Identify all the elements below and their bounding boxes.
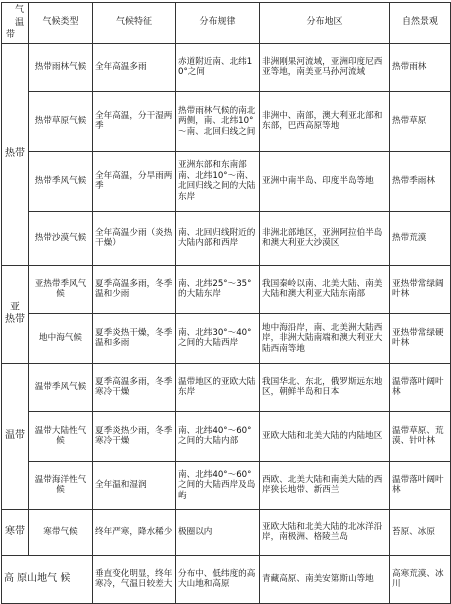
cell-rule: 极圈以内 <box>176 509 260 555</box>
cell-rule: 南、北纬40°～60°之间的大陆内部 <box>176 411 260 461</box>
cell-rule: 亚洲东部和东南部南、北纬10°～南、北回归线之间的大陆东岸 <box>176 151 260 211</box>
header-type: 气候类型 <box>29 3 93 44</box>
cell-rule: 分布中、低纬度的高大山地和高原 <box>176 555 260 603</box>
climate-table <box>1 2 451 604</box>
cell-area: 地中海沿岸，南、北美洲大陆西岸，非洲大陆南端和澳大利亚大陆西南等地 <box>260 313 390 363</box>
cell-rule: 赤道附近南、北纬10°之间 <box>176 43 260 91</box>
cell-landscape: 温带落叶阔叶林 <box>390 461 451 509</box>
cell-landscape: 热带草原 <box>390 91 451 151</box>
cell-feature: 全年高温少雨（炎热干燥） <box>93 211 176 265</box>
table-row <box>2 411 451 461</box>
zone-temperate: 温带 <box>2 363 29 509</box>
table-row <box>2 265 451 313</box>
cell-landscape: 温带落叶阔叶林 <box>390 363 451 411</box>
table-row <box>2 211 451 265</box>
header-landscape: 自然景观 <box>390 3 451 44</box>
cell-type: 温带大陆性气候 <box>29 411 93 461</box>
zone-highland: 高 原山地气 候 <box>2 555 93 603</box>
zone-frigid: 寒带 <box>2 509 29 555</box>
cell-type: 温带季风气候 <box>29 363 93 411</box>
cell-feature: 夏季高温多雨，冬季温和少雨 <box>93 265 176 313</box>
cell-feature: 终年严寒，降水稀少 <box>93 509 176 555</box>
cell-rule: 南、北回归线附近的大陆内部和西岸 <box>176 211 260 265</box>
table-row <box>2 555 451 603</box>
cell-area: 亚欧大陆和北美大陆的内陆地区 <box>260 411 390 461</box>
cell-rule: 热带雨林气候的南北两侧，南、北纬10°～南、北回归线之间 <box>176 91 260 151</box>
cell-feature: 全年高温，分干湿两季 <box>93 91 176 151</box>
corner-top-label: 气 温 <box>14 5 24 28</box>
cell-type: 热带雨林气候 <box>29 43 93 91</box>
header-corner <box>2 3 29 44</box>
cell-rule: 温带地区的亚欧大陆东岸 <box>176 363 260 411</box>
cell-landscape: 苔原、冰原 <box>390 509 451 555</box>
table-row <box>2 461 451 509</box>
cell-rule: 南、北纬25°～35°的大陆东岸 <box>176 265 260 313</box>
cell-rule: 南、北纬40°～60°之间的大陆西岸及岛屿 <box>176 461 260 509</box>
cell-type: 寒带气候 <box>29 509 93 555</box>
cell-landscape: 热带雨林 <box>390 43 451 91</box>
table-row <box>2 509 451 555</box>
cell-area: 青藏高原、南美安第斯山等地 <box>260 555 390 603</box>
table-row <box>2 363 451 411</box>
cell-area: 非洲北部地区，亚洲阿拉伯半岛和澳大利亚大沙漠区 <box>260 211 390 265</box>
cell-area: 非洲刚果河流域，亚洲印度尼西亚等地，南美亚马孙河流域 <box>260 43 390 91</box>
cell-area: 亚洲中南半岛、印度半岛等地 <box>260 151 390 211</box>
cell-type: 温带海洋性气候 <box>29 461 93 509</box>
cell-feature: 全年高温多雨 <box>93 43 176 91</box>
table-row <box>2 151 451 211</box>
cell-area: 非洲中、南部，澳大利亚北部和东部，巴西高原等地 <box>260 91 390 151</box>
cell-area: 亚欧大陆和北美大陆的北冰洋沿岸，南极洲、格陵兰岛 <box>260 509 390 555</box>
cell-feature: 夏季炎热少雨，冬季寒冷干燥 <box>93 411 176 461</box>
cell-type: 热带季风气候 <box>29 151 93 211</box>
cell-landscape: 温带草原、荒漠、针叶林 <box>390 411 451 461</box>
cell-area: 我国华北、东北，俄罗斯远东地区，朝鲜半岛和日本 <box>260 363 390 411</box>
cell-feature: 垂直变化明显，终年寒冷，气温日较差大 <box>93 555 176 603</box>
cell-type: 地中海气候 <box>29 313 93 363</box>
cell-landscape: 热带荒漠 <box>390 211 451 265</box>
header-row <box>2 3 451 44</box>
corner-bottom-label: 带 <box>6 30 16 41</box>
table-row <box>2 43 451 91</box>
zone-subtropical: 亚 热带 <box>2 265 29 363</box>
cell-feature: 全年高温，分旱雨两季 <box>93 151 176 211</box>
cell-feature: 全年温和湿润 <box>93 461 176 509</box>
cell-area: 西欧、北美大陆和南美大陆的西岸狭长地带、新西兰 <box>260 461 390 509</box>
header-feature: 气候特征 <box>93 3 176 44</box>
cell-type: 热带沙漠气候 <box>29 211 93 265</box>
cell-area: 我国秦岭以南、北美大陆、南美大陆和澳大利亚大陆东南部 <box>260 265 390 313</box>
cell-type: 热带草原气候 <box>29 91 93 151</box>
header-rule: 分布规律 <box>176 3 260 44</box>
cell-feature: 夏季炎热干燥，冬季温和多雨 <box>93 313 176 363</box>
cell-type: 亚热带季风气候 <box>29 265 93 313</box>
zone-tropical: 热带 <box>2 43 29 265</box>
cell-landscape: 亚热带常绿阔叶林 <box>390 265 451 313</box>
cell-landscape: 高寒荒漠、冰川 <box>390 555 451 603</box>
cell-landscape: 热带季雨林 <box>390 151 451 211</box>
table-row <box>2 313 451 363</box>
header-area: 分布地区 <box>260 3 390 44</box>
table-row <box>2 91 451 151</box>
cell-feature: 夏季高温多雨，冬季寒冷干燥 <box>93 363 176 411</box>
cell-landscape: 亚热带常绿硬叶林 <box>390 313 451 363</box>
cell-rule: 南、北纬30°～40°之间的大陆西岸 <box>176 313 260 363</box>
